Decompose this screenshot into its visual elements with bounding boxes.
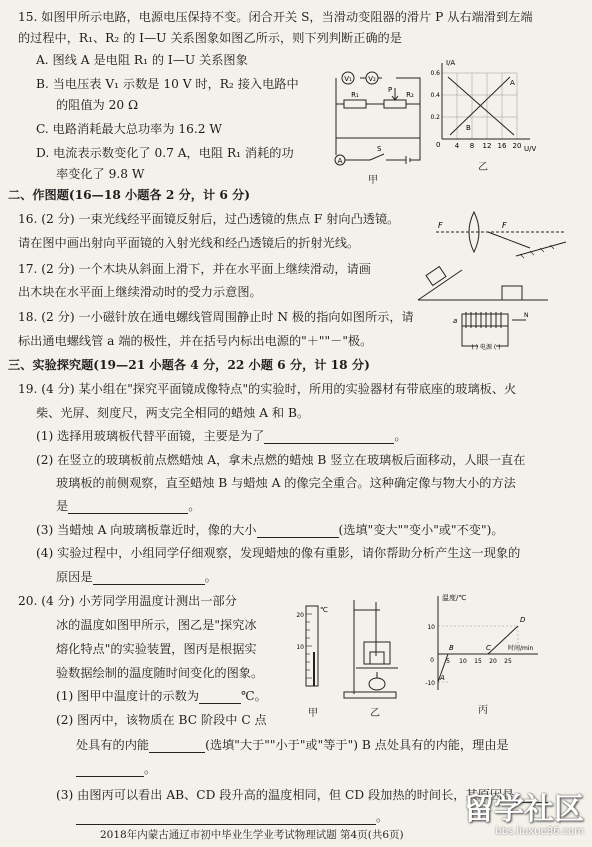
q16-optics-diagram (432, 208, 577, 260)
q20-apparatus (340, 596, 420, 702)
iu-xtick: 20 (512, 142, 522, 150)
q20-part2-reason-blank[interactable] (76, 763, 144, 777)
q16-line1: 16. (2 分) 一束光线经平面镜反射后，过凸透镜的焦点 F 射向凸透镜。 (18, 212, 400, 226)
q19-part2-text: 是 (56, 499, 69, 513)
section-3-heading: 三、实验探究题(19—21 小题各 4 分，22 小题 6 分，计 18 分) (8, 358, 370, 372)
q20-fig-yi: 乙 (370, 708, 380, 719)
q16-line2: 请在图中画出射向平面镜的入射光线和经凸透镜后的折射光线。 (18, 236, 360, 250)
iu-xtick: 4 (454, 142, 460, 150)
q15-fig-jia: 甲 (368, 175, 378, 186)
q19-part2-line3: 是 。 (56, 499, 201, 513)
q20-part3-text: (3) 由图丙可以看出 AB、CD 段升高的温度相同，但 CD 段加热的时间长，其原因是 (56, 788, 515, 802)
q19-part2-line2: 玻璃板的前侧观察，直至蜡烛 B 与蜡烛 A 的像完全重合。这种确定像与物大小的方法 (56, 476, 516, 490)
iu-ytick: 0.6 (430, 70, 440, 77)
q20-part2-blank[interactable] (149, 739, 205, 753)
q18-solenoid-diagram (440, 308, 532, 356)
iu-ytick: 0.4 (430, 92, 440, 99)
ammeter-label: A (337, 157, 343, 165)
q20-part1-blank[interactable] (199, 690, 241, 704)
q19-part2-line1: (2) 在竖立的玻璃板前点燃蜡烛 A，拿未点燃的蜡烛 B 竖立在玻璃板后面移动，人眼一直在 (36, 453, 526, 467)
q19-part3 (36, 523, 504, 538)
temp-graph-y10: 10 (427, 624, 435, 631)
site-watermark (464, 794, 584, 837)
q19-line1: 19. (4 分) 某小组在"探究平面镜成像特点"的实验时，所用的实验器材有带底座的玻璃板、火 (18, 382, 517, 396)
watermark-url: bbs.liuxue86.com (495, 826, 584, 837)
r2-label: R₂ (406, 91, 414, 99)
temp-graph-yneg10: -10 (425, 680, 435, 687)
q20-fig-jia: 甲 (308, 708, 318, 719)
temp-graph-xlabel: 时间/min (508, 645, 534, 652)
v1-label: V₁ (344, 75, 352, 83)
q15-line2: 的过程中，R₁、R₂ 的 I—U 关系图象如图乙所示，则下列判断正确的是 (18, 31, 402, 45)
q19-part3-blank[interactable] (257, 524, 339, 538)
temp-graph-ylabel: 温度/℃ (442, 594, 467, 602)
temp-graph-point-d: D (520, 616, 526, 624)
q17-line1: 17. (2 分) 一个木块从斜面上滑下，并在水平面上继续滑动，请画 (18, 262, 371, 276)
q15-iu-graph (430, 55, 542, 160)
q20-line4: 验数据绘制的温度随时间变化的图象。 (56, 666, 264, 680)
p-label: P (388, 86, 393, 94)
iu-xtick: 12 (482, 142, 492, 150)
q19-part3-text: (3) 当蜡烛 A 向玻璃板靠近时，像的大小 (36, 523, 257, 537)
section-2-heading: 二、作图题(16—18 小题各 2 分，计 6 分) (8, 188, 251, 202)
temp-graph-point-b: B (449, 644, 454, 652)
needle-n-label: N (524, 312, 529, 319)
q19-part4-line1: (4) 实验过程中，小组同学仔细观察，发现蜡烛的像有重影，请你帮助分析产生这一现象的 (36, 546, 521, 560)
q20-part2-options: (选填"大于""小于"或"等于") B 点处具有的内能，理由是 (205, 738, 509, 752)
q20-part2-text: 处具有的内能 (76, 738, 150, 752)
q20-line2: 冰的温度如图甲所示，图乙是"探究冰 (56, 618, 257, 632)
q20-line1: 20. (4 分) 小芳同学用温度计测出一部分 (18, 594, 237, 608)
switch-label: S (377, 145, 382, 153)
q15-circuit-diagram (326, 62, 430, 172)
q20-part3-line2: 。 (76, 810, 388, 825)
q15-option-b-line1: B. 当电压表 V₁ 示数是 10 V 时，R₂ 接入电路中 (36, 77, 299, 91)
focus-label-right: F (502, 221, 507, 230)
thermometer-20: 20 (296, 612, 304, 619)
power-label: ( ) 电源 ( ) (471, 344, 501, 351)
temp-graph-origin: 0 (430, 657, 434, 664)
q19-line2: 柴、光屏、刻度尺，两支完全相同的蜡烛 A 和 B。 (36, 406, 310, 420)
q20-part2-line2 (76, 738, 509, 753)
q19-part4-blank[interactable] (93, 571, 205, 585)
q17-incline-diagram (414, 260, 552, 304)
q15-option-c: C. 电路消耗最大总功率为 16.2 W (36, 122, 222, 136)
temp-graph-point-a: A (440, 674, 445, 682)
q20-part3-blank-2[interactable] (76, 811, 376, 825)
iu-xtick: 8 (469, 142, 475, 150)
q15-line1: 15. 如图甲所示电路，电源电压保持不变。闭合开关 S，当滑动变阻器的滑片 P 从右端滑到左端 (18, 10, 533, 24)
q20-thermometer (290, 602, 334, 698)
temp-graph-xtick: 5 (446, 658, 450, 665)
q19-part3-options: (选填"变大""变小"或"不变")。 (338, 523, 504, 537)
q20-part1-text: (1) 图甲中温度计的示数为 (56, 689, 200, 703)
q18-line1: 18. (2 分) 一小磁针放在通电螺线管周围静止时 N 极的指向如图所示，请 (18, 310, 414, 324)
iu-ytick: 0.2 (430, 114, 440, 121)
watermark-brand: 留学社区 (464, 792, 584, 827)
q19-part1-blank[interactable] (264, 430, 394, 444)
page-footer: 2018年内蒙古通辽市初中毕业生学业考试物理试题 第4页(共6页) (100, 829, 404, 841)
q19-part2-blank[interactable] (68, 500, 188, 514)
temp-graph-xtick: 10 (459, 658, 467, 665)
q17-line2: 出木块在水平面上继续滑动时的受力示意图。 (18, 285, 262, 299)
q15-fig-yi: 乙 (478, 162, 488, 173)
iu-line-a: A (510, 79, 515, 87)
q20-line3: 熔化特点"的实验装置，图丙是根据实 (56, 642, 257, 656)
q20-part1 (56, 689, 267, 704)
temp-graph-xtick: 25 (504, 658, 512, 665)
q19-part1-text: (1) 选择用玻璃板代替平面镜，主要是为了 (36, 429, 265, 443)
focus-label-left: F (438, 221, 443, 230)
thermometer-unit: ℃ (320, 606, 328, 614)
q19-part4-text: 原因是 (56, 570, 93, 584)
q20-temp-graph (418, 590, 548, 700)
iu-xlabel: U/V (524, 145, 537, 153)
iu-xtick: 16 (497, 142, 507, 150)
q15-option-a: A. 图线 A 是电阻 R₁ 的 I—U 关系图象 (36, 53, 248, 67)
q15-option-d-line2: 率变化了 9.8 W (56, 167, 145, 181)
q15-option-b-line2: 的阻值为 20 Ω (56, 98, 139, 112)
q20-fig-bing: 丙 (478, 705, 488, 716)
iu-line-b: B (466, 124, 471, 132)
temp-graph-xtick: 15 (474, 658, 482, 665)
q15-option-d-line1: D. 电流表示数变化了 0.7 A，电阻 R₁ 消耗的功 (36, 146, 294, 160)
q19-part1: (1) 选择用玻璃板代替平面镜，主要是为了 。 (36, 429, 407, 443)
r1-label: R₁ (351, 91, 359, 99)
thermometer-10: 10 (296, 644, 304, 651)
iu-ylabel: I/A (446, 59, 456, 67)
v2-label: V₂ (368, 75, 376, 83)
iu-origin: 0 (436, 141, 441, 149)
q20-part1-unit: ℃。 (241, 689, 267, 703)
q20-part2-line3: 。 (76, 762, 156, 777)
q18-line2: 标出通电螺线管 a 端的极性，并在括号内标出电源的"＋""－"极。 (18, 334, 373, 348)
solenoid-a-end: a (453, 317, 458, 325)
q19-part4-line2: 原因是 。 (56, 570, 217, 584)
temp-graph-point-c: C (486, 644, 491, 652)
temp-graph-xtick: 20 (489, 658, 497, 665)
q20-part2-line1: (2) 图丙中，该物质在 BC 阶段中 C 点 (56, 713, 267, 727)
